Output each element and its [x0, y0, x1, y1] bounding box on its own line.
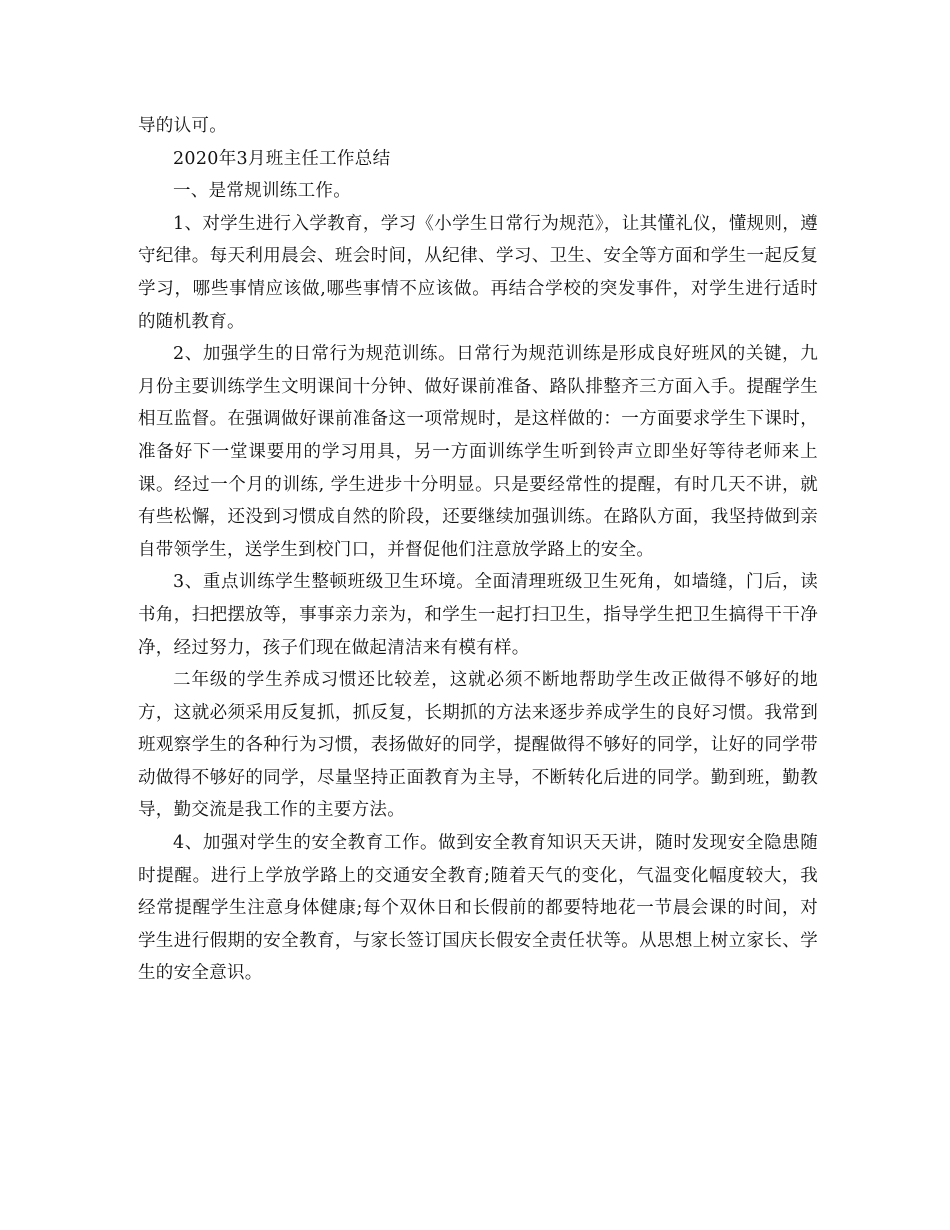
paragraph-item-4: 4、加强对学生的安全教育工作。做到安全教育知识天天讲，随时发现安全隐患随时提醒。进行上学放学路上的交通安全教育;随着天气的变化，气温变化幅度较大，我经常提醒学生注意身体健康;每个双休日和长假前的都要特地花一节晨会课的时间，对学生进行假期的安全教育，与家长签订国庆长假安全责任状等。从思想上树立家长、学生的安全意识。	[138, 833, 818, 984]
paragraph-item-3: 3、重点训练学生整顿班级卫生环境。全面清理班级卫生死角，如墙缝，门后，读书角，扫把摆放等，事事亲力亲为，和学生一起打扫卫生，指导学生把卫生搞得干干净净，经过努力，孩子们现在做起清洁来有模有样。	[138, 572, 818, 658]
paragraph-continuation: 导的认可。	[138, 116, 227, 136]
paragraph-item-1: 1、对学生进行入学教育，学习《小学生日常行为规范》，让其懂礼仪，懂规则，遵守纪律。每天利用晨会、班会时间，从纪律、学习、卫生、安全等方面和学生一起反复学习，哪些事情应该做,哪些事情不应该做。再结合学校的突发事件，对学生进行适时的随机教育。	[138, 213, 818, 332]
document-page	[138, 110, 818, 990]
paragraph-habits: 二年级的学生养成习惯还比较差，这就必须不断地帮助学生改正做得不够好的地方，这就必须采用反复抓，抓反复，长期抓的方法来逐步养成学生的良好习惯。我常到班观察学生的各种行为习惯，表扬做好的同学，提醒做得不够好的同学，让好的同学带动做得不够好的同学，尽量坚持正面教育为主导，不断转化后进的同学。勤到班，勤教导，勤交流是我工作的主要方法。	[138, 670, 818, 821]
document-title: 2020年3月班主任工作总结	[173, 148, 391, 169]
paragraph-item-2: 2、加强学生的日常行为规范训练。日常行为规范训练是形成良好班风的关键，九月份主要训练学生文明课间十分钟、做好课前准备、路队排整齐三方面入手。提醒学生相互监督。在强调做好课前准备这一项常规时，是这样做的：一方面要求学生下课时，准备好下一堂课要用的学习用具，另一方面训练学生听到铃声立即坐好等待老师来上课。经过一个月的训练, 学生进步十分明显。只是要经常性的提醒，有时几天不讲，就有些松懈，还没到习惯成自然的阶段，还要继续加强训练。在路队方面，我坚持做到亲自带领学生，送学生到校门口，并督促他们注意放学路上的安全。	[138, 344, 818, 560]
section-heading: 一、是常规训练工作。	[173, 181, 351, 202]
